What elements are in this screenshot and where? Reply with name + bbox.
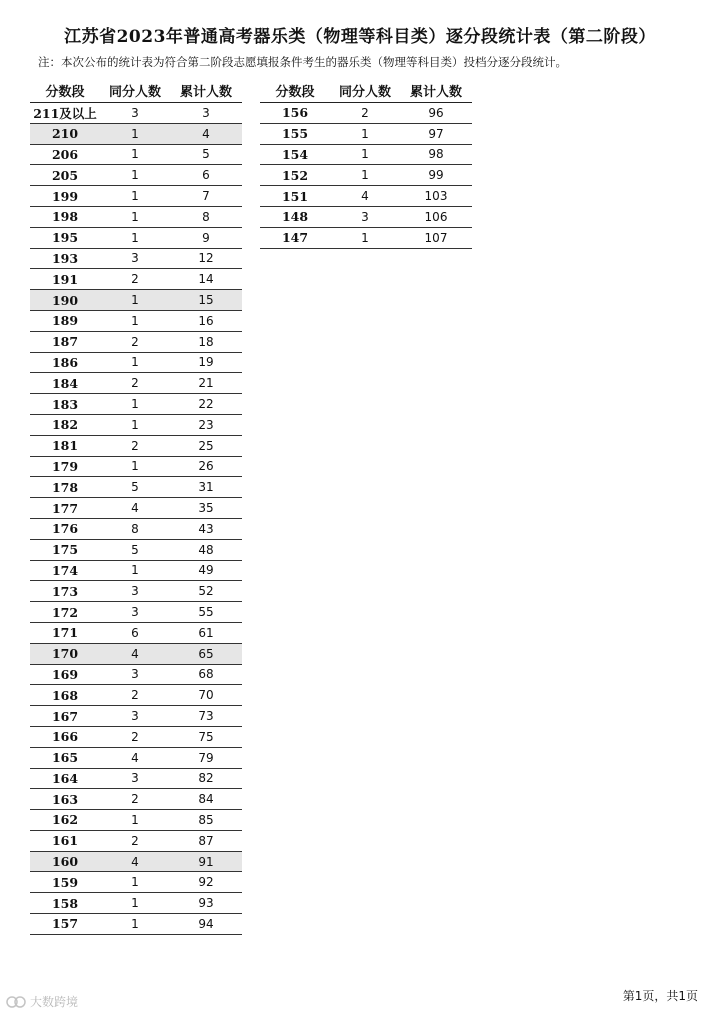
score-cell: 191 <box>51 271 79 287</box>
cumulative-cell: 94 <box>198 916 214 931</box>
score-cell: 169 <box>51 666 79 682</box>
same-count-cell: 1 <box>131 168 139 183</box>
same-count-cell: 1 <box>131 896 139 911</box>
header-score: 分数段 <box>45 84 85 100</box>
cumulative-cell: 18 <box>198 334 214 349</box>
same-count-cell: 1 <box>361 168 369 183</box>
same-count-cell: 1 <box>361 126 369 141</box>
cumulative-cell: 61 <box>198 625 214 640</box>
header-cumulative: 累计人数 <box>179 84 232 100</box>
table-row <box>30 644 242 665</box>
table-row <box>30 602 242 623</box>
same-count-cell: 4 <box>131 646 139 661</box>
same-count-cell: 8 <box>131 521 139 536</box>
cumulative-cell: 92 <box>198 875 214 890</box>
cumulative-cell: 91 <box>198 854 214 869</box>
table-row <box>30 810 242 831</box>
table-row <box>30 623 242 644</box>
same-count-cell: 1 <box>131 313 139 328</box>
same-count-cell: 1 <box>131 189 139 204</box>
cumulative-cell: 68 <box>198 667 214 682</box>
score-cell: 195 <box>51 230 79 246</box>
header-score: 分数段 <box>275 84 315 100</box>
table-row <box>30 727 242 748</box>
table-row <box>260 228 472 249</box>
cumulative-cell: 25 <box>198 438 214 453</box>
table-row <box>260 145 472 166</box>
cumulative-cell: 106 <box>424 209 448 224</box>
score-cell: 211及以上 <box>33 105 97 121</box>
same-count-cell: 5 <box>131 542 139 557</box>
same-count-cell: 3 <box>131 667 139 682</box>
same-count-cell: 2 <box>131 792 139 807</box>
same-count-cell: 2 <box>131 688 139 703</box>
watermark-text: 大数跨境 <box>30 995 79 1009</box>
table-row <box>260 103 472 124</box>
same-count-cell: 4 <box>131 501 139 516</box>
score-cell: 167 <box>51 708 79 724</box>
cumulative-cell: 19 <box>198 355 214 370</box>
same-count-cell: 1 <box>131 147 139 162</box>
same-count-cell: 3 <box>131 105 139 120</box>
table-row <box>260 165 472 186</box>
cumulative-cell: 84 <box>198 792 214 807</box>
same-count-cell: 1 <box>131 230 139 245</box>
table-row <box>30 519 242 540</box>
table-row <box>30 665 242 686</box>
cumulative-cell: 79 <box>198 750 214 765</box>
table-row <box>30 457 242 478</box>
table-row <box>30 415 242 436</box>
cumulative-cell: 3 <box>202 105 210 120</box>
score-cell: 156 <box>281 105 309 121</box>
table-row <box>30 207 242 228</box>
table-row <box>30 228 242 249</box>
table-row <box>30 852 242 873</box>
table-row <box>30 290 242 311</box>
score-cell: 163 <box>51 791 79 807</box>
score-cell: 190 <box>51 292 79 308</box>
score-cell: 210 <box>51 126 79 142</box>
same-count-cell: 1 <box>131 126 139 141</box>
cumulative-cell: 23 <box>198 417 214 432</box>
score-table-right <box>260 78 472 249</box>
score-cell: 159 <box>51 874 79 890</box>
table-row <box>30 540 242 561</box>
cumulative-cell: 52 <box>198 584 214 599</box>
cumulative-cell: 65 <box>198 646 214 661</box>
same-count-cell: 1 <box>131 355 139 370</box>
table-row <box>30 186 242 207</box>
cumulative-cell: 82 <box>198 771 214 786</box>
cumulative-cell: 93 <box>198 896 214 911</box>
table-row <box>30 103 242 124</box>
score-cell: 148 <box>281 209 309 225</box>
score-cell: 179 <box>51 458 79 474</box>
same-count-cell: 1 <box>131 563 139 578</box>
score-cell: 170 <box>51 646 79 662</box>
cumulative-cell: 22 <box>198 397 214 412</box>
score-cell: 171 <box>51 625 79 641</box>
same-count-cell: 4 <box>131 854 139 869</box>
score-cell: 184 <box>51 375 79 391</box>
cumulative-cell: 4 <box>202 126 210 141</box>
cumulative-cell: 21 <box>198 376 214 391</box>
score-cell: 186 <box>51 354 79 370</box>
cumulative-cell: 43 <box>198 521 214 536</box>
score-cell: 193 <box>51 250 79 266</box>
table-row <box>30 893 242 914</box>
table-row <box>30 269 242 290</box>
cumulative-cell: 99 <box>428 168 444 183</box>
cumulative-cell: 85 <box>198 812 214 827</box>
cumulative-cell: 55 <box>198 605 214 620</box>
table-note: 注：本次公布的统计表为符合第二阶段志愿填报条件考生的器乐类（物理等科目类）投档分逐分段统计。 <box>38 55 567 69</box>
cumulative-cell: 8 <box>202 209 210 224</box>
score-cell: 206 <box>51 146 79 162</box>
cumulative-cell: 15 <box>198 293 214 308</box>
score-cell: 172 <box>51 604 79 620</box>
score-cell: 152 <box>281 167 309 183</box>
cumulative-cell: 6 <box>202 168 210 183</box>
header-same-count: 同分人数 <box>108 84 161 100</box>
table-row <box>260 207 472 228</box>
same-count-cell: 1 <box>131 293 139 308</box>
score-cell: 164 <box>51 770 79 786</box>
score-cell: 161 <box>51 833 79 849</box>
table-row <box>30 581 242 602</box>
score-cell: 160 <box>51 854 79 870</box>
same-count-cell: 2 <box>361 105 369 120</box>
table-row <box>30 311 242 332</box>
score-cell: 199 <box>51 188 79 204</box>
cumulative-cell: 14 <box>198 272 214 287</box>
same-count-cell: 3 <box>131 584 139 599</box>
score-cell: 162 <box>51 812 79 828</box>
cumulative-cell: 70 <box>198 688 214 703</box>
score-cell: 181 <box>51 438 79 454</box>
cumulative-cell: 5 <box>202 147 210 162</box>
score-cell: 157 <box>51 916 79 932</box>
cumulative-cell: 107 <box>424 230 448 245</box>
table-row <box>30 561 242 582</box>
score-cell: 198 <box>51 209 79 225</box>
watermark-logo-icon <box>6 995 26 1009</box>
same-count-cell: 1 <box>131 397 139 412</box>
same-count-cell: 3 <box>361 209 369 224</box>
table-row <box>30 353 242 374</box>
same-count-cell: 4 <box>361 189 369 204</box>
cumulative-cell: 16 <box>198 313 214 328</box>
score-cell: 165 <box>51 750 79 766</box>
table-row <box>30 685 242 706</box>
same-count-cell: 1 <box>131 459 139 474</box>
table-row <box>30 332 242 353</box>
score-cell: 154 <box>281 146 309 162</box>
score-cell: 182 <box>51 417 79 433</box>
same-count-cell: 1 <box>361 230 369 245</box>
cumulative-cell: 97 <box>428 126 444 141</box>
score-cell: 174 <box>51 562 79 578</box>
table-header <box>30 78 242 103</box>
table-header <box>260 78 472 103</box>
same-count-cell: 1 <box>131 916 139 931</box>
same-count-cell: 2 <box>131 438 139 453</box>
score-cell: 151 <box>281 188 309 204</box>
same-count-cell: 3 <box>131 709 139 723</box>
cumulative-cell: 26 <box>198 459 214 474</box>
score-table-left <box>30 78 242 935</box>
score-cell: 147 <box>281 230 309 246</box>
table-row <box>30 789 242 810</box>
table-row <box>30 831 242 852</box>
score-cell: 155 <box>281 126 309 142</box>
score-cell: 183 <box>51 396 79 412</box>
cumulative-cell: 75 <box>198 729 214 744</box>
cumulative-cell: 31 <box>198 480 214 495</box>
cumulative-cell: 9 <box>202 230 210 245</box>
table-row <box>260 124 472 145</box>
table-row <box>260 186 472 207</box>
score-cell: 158 <box>51 895 79 911</box>
table-row <box>30 477 242 498</box>
cumulative-cell: 96 <box>428 105 444 120</box>
same-count-cell: 1 <box>131 209 139 224</box>
same-count-cell: 2 <box>131 833 139 848</box>
cumulative-cell: 48 <box>198 542 214 557</box>
table-row <box>30 249 242 270</box>
table-row <box>30 498 242 519</box>
table-row <box>30 436 242 457</box>
same-count-cell: 6 <box>131 625 139 640</box>
same-count-cell: 1 <box>131 417 139 432</box>
table-row <box>30 748 242 769</box>
cumulative-cell: 7 <box>202 189 210 204</box>
score-cell: 205 <box>51 167 79 183</box>
same-count-cell: 4 <box>131 750 139 765</box>
score-cell: 175 <box>51 542 79 558</box>
score-cell: 178 <box>51 479 79 495</box>
cumulative-cell: 103 <box>424 189 448 204</box>
same-count-cell: 5 <box>131 480 139 495</box>
same-count-cell: 2 <box>131 729 139 744</box>
cumulative-cell: 35 <box>198 501 214 516</box>
same-count-cell: 2 <box>131 376 139 391</box>
page-footer: 第1页，共1页 <box>622 989 698 1003</box>
table-row <box>30 165 242 186</box>
same-count-cell: 3 <box>131 605 139 620</box>
table-row <box>30 373 242 394</box>
same-count-cell: 1 <box>131 875 139 890</box>
same-count-cell: 2 <box>131 334 139 349</box>
same-count-cell: 2 <box>131 272 139 287</box>
header-same-count: 同分人数 <box>338 84 391 100</box>
table-body <box>30 103 242 935</box>
cumulative-cell: 49 <box>198 563 214 578</box>
same-count-cell: 3 <box>131 251 139 266</box>
same-count-cell: 3 <box>131 771 139 786</box>
table-row <box>30 706 242 727</box>
score-cell: 168 <box>51 687 79 703</box>
cumulative-cell: 73 <box>198 709 214 723</box>
page-title: 江苏省2023年普通高考器乐类（物理等科目类）逐分段统计表（第二阶段） <box>64 27 656 47</box>
table-row <box>30 145 242 166</box>
same-count-cell: 1 <box>361 147 369 162</box>
same-count-cell: 1 <box>131 812 139 827</box>
table-row <box>30 769 242 790</box>
score-cell: 166 <box>51 729 79 745</box>
score-cell: 173 <box>51 583 79 599</box>
cumulative-cell: 98 <box>428 147 444 162</box>
score-cell: 189 <box>51 313 79 329</box>
header-cumulative: 累计人数 <box>409 84 462 100</box>
table-row <box>30 394 242 415</box>
table-row <box>30 914 242 935</box>
watermark <box>6 993 78 1010</box>
score-cell: 187 <box>51 334 79 350</box>
score-cell: 176 <box>51 521 79 537</box>
cumulative-cell: 12 <box>198 251 214 266</box>
table-body <box>260 103 472 249</box>
table-row <box>30 124 242 145</box>
cumulative-cell: 87 <box>198 833 214 848</box>
score-cell: 177 <box>51 500 79 516</box>
table-row <box>30 872 242 893</box>
